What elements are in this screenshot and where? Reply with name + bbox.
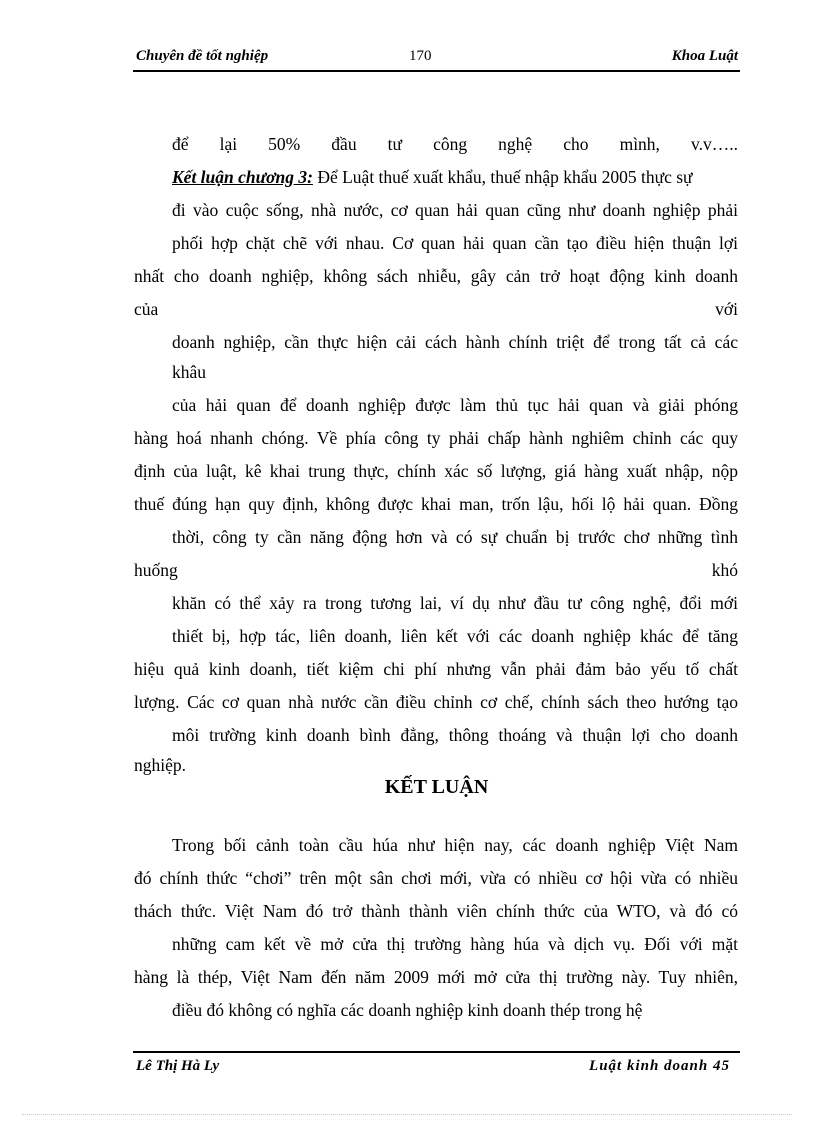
body-line-text: Để Luật thuế xuất khẩu, thuế nhập khẩu 2005 thực sự	[317, 167, 693, 187]
body-line: đi vào cuộc sống, nhà nước, cơ quan hải quan cũng như doanh nghiệp phải	[172, 200, 738, 220]
body-line: nghiệp.	[134, 755, 187, 775]
body-line: môi trường kinh doanh bình đẳng, thông thoáng và thuận lợi cho doanh	[172, 725, 738, 745]
body-line: hiệu quả kinh doanh, tiết kiệm chi phí nhưng vẫn phải đảm bảo yếu tố chất	[134, 659, 738, 679]
section-title: KẾT LUẬN	[384, 776, 489, 798]
conclusion-line: thách thức. Việt Nam đó trở thành thành viên chính thức của WTO, và đó có	[134, 901, 738, 921]
body-line: nhất cho doanh nghiệp, không sách nhiễu, gây cản trở hoạt động kinh doanh	[134, 266, 738, 286]
body-line: thời, công ty cần năng động hơn và có sự chuẩn bị trước chơ những tình	[172, 527, 738, 547]
body-line: thiết bị, hợp tác, liên doanh, liên kết với các doanh nghiệp khác để tăng	[172, 626, 738, 646]
body-line: lượng. Các cơ quan nhà nước cần điều chỉnh cơ chế, chính sách theo hướng tạo	[134, 692, 738, 712]
body-line: hàng hoá nhanh chóng. Về phía công ty phải chấp hành nghiêm chỉnh các quy	[134, 428, 738, 448]
body-line: phối hợp chặt chẽ với nhau. Cơ quan hải quan cần tạo điều hiện thuận lợi	[172, 233, 738, 253]
header-doc-type: Chuyên đề tốt nghiệp	[136, 48, 269, 64]
conclusion-line: những cam kết về mở cửa thị trường hàng húa và dịch vụ. Đối với mặt	[172, 934, 738, 954]
conclusion-line: Trong bối cảnh toàn cầu húa như hiện nay, các doanh nghiệp Việt Nam	[172, 835, 738, 855]
chapter-conclusion-label: Kết luận chương 3:	[172, 167, 313, 187]
body-line: khăn có thể xảy ra trong tương lai, ví dụ như đầu tư công nghệ, đổi mới	[172, 593, 738, 613]
header-faculty: Khoa Luật	[671, 48, 738, 64]
conclusion-line: điều đó không có nghĩa các doanh nghiệp kinh doanh thép trong hệ	[172, 1000, 643, 1020]
page-footer	[133, 1051, 740, 1077]
conclusion-line: đó chính thức “chơi” trên một sân chơi mới, vừa có nhiều cơ hội vừa có nhiều	[134, 868, 738, 888]
body-line: của với	[134, 299, 738, 319]
body-line: huống khó	[134, 560, 738, 580]
footer-class: Luật kinh doanh 45	[589, 1058, 730, 1074]
page-edge-divider	[22, 1114, 792, 1115]
body-line: khâu	[172, 362, 207, 382]
body-line: định của luật, kê khai trung thực, chính xác số lượng, giá hàng xuất nhập, nộp	[134, 461, 738, 481]
page-header	[133, 48, 740, 72]
conclusion-line: hàng là thép, Việt Nam đến năm 2009 mới mở cửa thị trường này. Tuy nhiên,	[134, 967, 738, 987]
footer-author: Lê Thị Hà Ly	[136, 1058, 220, 1074]
body-line	[172, 166, 740, 188]
body-line: thuế đúng hạn quy định, không được khai man, trốn lậu, hối lộ hải quan. Đồng	[134, 494, 738, 514]
body-line: doanh nghiệp, cần thực hiện cải cách hành chính triệt để trong tất cả các	[172, 332, 738, 352]
body-line: của hải quan để doanh nghiệp được làm thủ tục hải quan và giải phóng	[172, 395, 738, 415]
body-line: để lại 50% đầu tư công nghệ cho mình, v.v…..	[172, 134, 738, 154]
page-number: 170	[409, 48, 432, 64]
